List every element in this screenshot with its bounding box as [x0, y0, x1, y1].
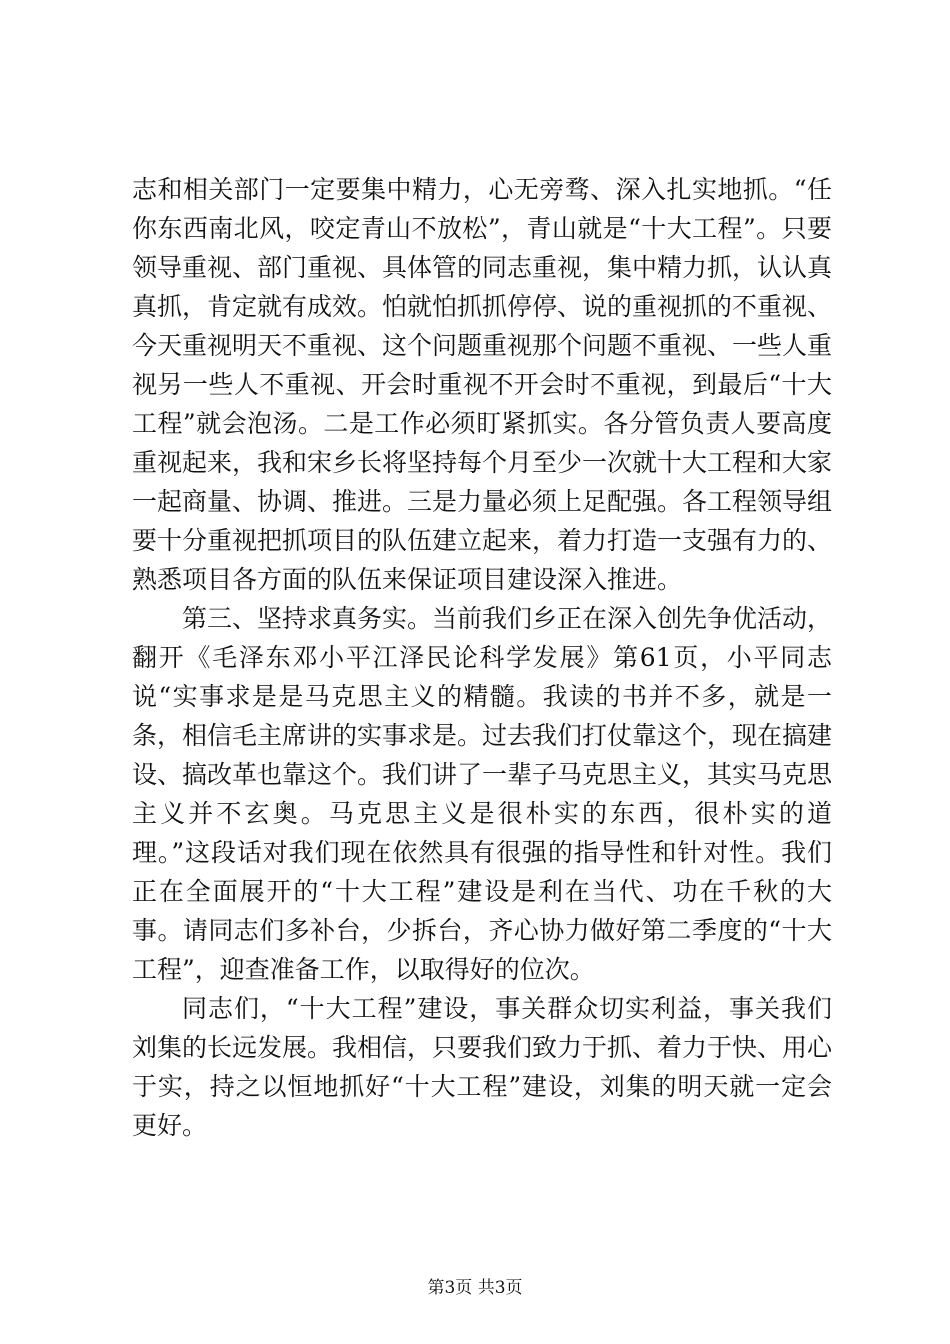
- paragraph-third-point: 第三、坚持求真务实。当前我们乡正在深入创先争优活动，翻开《毛泽东邓小平江泽民论科学发展》第61页，小平同志说“实事求是是马克思主义的精髓。我读的书并不多，就是一条，相信毛主席讲的实事求是。过去我们打仗靠这个，现在搞建设、搞改革也靠这个。我们讲了一辈子马克思主义，其实马克思主义并不玄奥。马克思主义是很朴实的东西，很朴实的道理。”这段话对我们现在依然具有很强的指导性和针对性。我们正在全面展开的“十大工程”建设是利在当代、功在千秋的大事。请同志们多补台，少拆台，齐心协力做好第二季度的“十大工程”，迎查准备工作，以取得好的位次。: [132, 604, 833, 984]
- page-footer: 第3页 共3页: [427, 1278, 523, 1298]
- paragraph-continued: 志和相关部门一定要集中精力，心无旁骛、深入扎实地抓。“任你东西南北风，咬定青山不放松”，青山就是“十大工程”。只要领导重视、部门重视、具体管的同志重视，集中精力抓，认认真真抓，肯定就有成效。怕就怕抓抓停停、说的重视抓的不重视、今天重视明天不重视、这个问题重视那个问题不重视、一些人重视另一些人不重视、开会时重视不开会时不重视，到最后“十大工程”就会泡汤。二是工作必须盯紧抓实。各分管负责人要高度重视起来，我和宋乡长将坚持每个月至少一次就十大工程和大家一起商量、协调、推进。三是力量必须上足配强。各工程领导组要十分重视把抓项目的队伍建立起来，着力打造一支强有力的、熟悉项目各方面的队伍来保证项目建设深入推进。: [132, 175, 833, 594]
- document-body: [132, 170, 832, 1145]
- paragraph-closing: 同志们，“十大工程”建设，事关群众切实利益，事关我们刘集的长远发展。我相信，只要我们致力于抓、着力于快、用心于实，持之以恒地抓好“十大工程”建设，刘集的明天就一定会更好。: [132, 994, 833, 1140]
